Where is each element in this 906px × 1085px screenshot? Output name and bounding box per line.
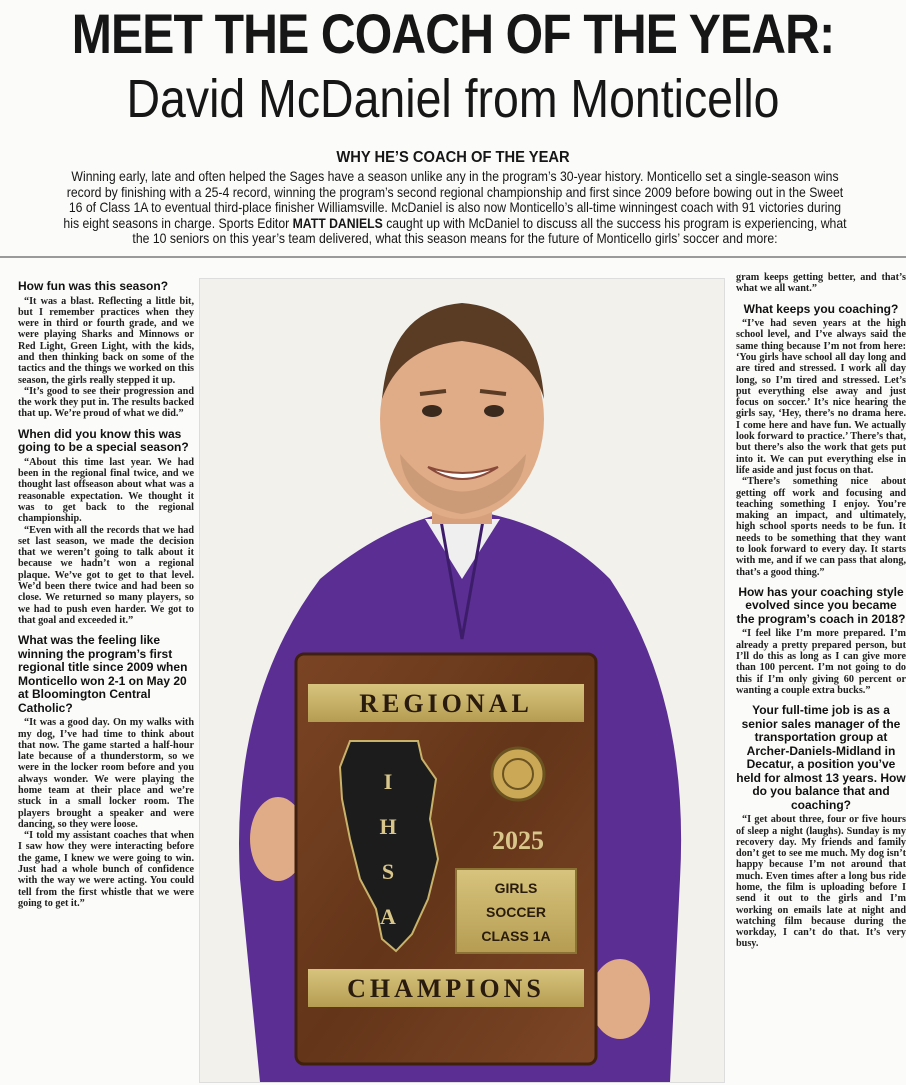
plate-line: SOCCER	[486, 904, 546, 920]
answer-paragraph: “Even with all the records that we had set last season, we made the decision that we weren’t going to talk about it because we hadn’t won a regional plaque. We’ve got to get to that level. We’d been there twice and had been so close. We returned so many players, so we had to push even harder. We got to that goal and exceeded it.”	[18, 524, 194, 626]
coach-photo	[199, 278, 725, 1083]
right-column	[736, 272, 906, 950]
ihsa-letter: I	[383, 769, 393, 794]
plate-line: CLASS 1A	[481, 928, 551, 944]
plate-line: GIRLS	[494, 880, 538, 896]
answer-paragraph: “I told my assistant coaches that when I saw how they were interacting before the game, I knew we were going to win. Just had a whole bunch of confidence with the way we were acting. You could tell from the first whistle that we were going to get it.”	[18, 830, 194, 909]
answer-paragraph: “About this time last year. We had been in the regional final twice, and we thought last offseason about what was a reasonable expectation. We thought it was to get back to the regional championship.	[18, 456, 194, 525]
answer-paragraph: “It’s good to see their progression and the work they put in. The results backed that up. We’re proud of what we did.”	[18, 385, 194, 420]
question-heading: How has your coaching style evolved since you became the program’s coach in 2018?	[736, 584, 906, 626]
ihsa-seal-icon	[492, 748, 544, 800]
subhead: WHY HE’S COACH OF THE YEAR	[336, 149, 570, 166]
intro-text-1: Winning early, late and often helped the Sages have a season unlike any in the program’s 30-year history. Monticello set a single-season wins record by finishing with a 25-4 record, winning the program’s second regional championship and first since 2009 before bowing out in the Sweet 16 of Class 1A to eventual third-place finisher Williamsville. McDaniel is also now Monticello’s all-time winningest coach with 91 victories during his eight seasons in charge. Sports Editor	[63, 169, 844, 231]
question-heading: How fun was this season?	[18, 279, 169, 293]
plaque-title-top: REGIONAL	[359, 689, 533, 718]
answer-paragraph: “I’ve had seven years at the high school level, and I’ve always said the same thing because I’m not from here: ‘You girls have school all day long and are tired and stressed. I work all day long, so I’m tired and stressed. Let’s put everything else away and just focus on soccer.’ It’s nice hearing the girls say, ‘Hey, there’s no drama here. I come here and have fun. We actually look forward to practice.’ There’s that, but there’s also the work that gets put into it. We can put everything else in life aside and just focus on that.	[736, 318, 906, 476]
plaque-title-bottom: CHAMPIONS	[347, 974, 545, 1003]
intro-text-2: caught up with McDaniel to discuss all the success his program is experiencing, what the 10 seniors on this year’s team delivered, what this season means for the future of Monticello girls’ soccer and more:	[132, 215, 847, 247]
intro-author: MATT DANIELS	[292, 215, 383, 231]
ihsa-letter: S	[381, 859, 395, 884]
section-divider	[0, 256, 906, 258]
answer-paragraph: “I get about three, four or five hours of sleep a night (laughs). Sunday is my recovery day. My friends and family don’t get to see me much. My dog isn’t happy because I’m not around that much. Even times after a long bus ride home, the film is uploading before I send it out to the girls and I’m working on emails late at night and watching film because during the workday, I can’t do that. It’s very busy.	[736, 814, 906, 950]
ihsa-letter: A	[380, 904, 396, 929]
coach-photo-illustration	[200, 279, 724, 1082]
answer-paragraph: “There’s something nice about getting off work and focusing and teaching something I enjoy. You’re making an impact, and ultimately, high school sports needs to be fun. It needs to be something that they want to look forward to every day. It starts with me, and if we can pass that along, that’s a good thing.”	[736, 476, 906, 578]
answer-paragraph: “I feel like I’m more prepared. I’m already a pretty prepared person, but I’ll do this as long as I can give more than 100 percent. I’m not going to do this if I’m only giving 60 percent or wanting a couple extra bucks.”	[736, 628, 906, 696]
headline-line1: MEET THE COACH OF THE YEAR:	[71, 2, 835, 65]
intro-paragraph	[62, 169, 849, 247]
headline-line2: David McDaniel from Monticello	[126, 69, 780, 129]
ihsa-letter: H	[379, 814, 397, 839]
question-heading: What keeps you coaching?	[743, 301, 899, 316]
answer-paragraph: “It was a good day. On my walks with my dog, I’ve had time to think about that now. The game started a half-hour late because of a thunderstorm, so we were in the locker room before and you always wonder. We were playing the home team at their place and we’re stuck in a small locker room. The players brought a speaker and were dancing, so they were loose.	[18, 717, 194, 830]
question-heading: Your full-time job is as a senior sales manager of the transportation group at Archer-Daniels-Midland in Decatur, a position you’ve held for almost 13 years. How do you balance that and coaching?	[736, 703, 906, 812]
answer-paragraph: “It was a blast. Reflecting a little bit, but I remember practices when they were in third or fourth grade, and we were playing Sharks and Minnows or Red Light, Green Light, with the kids, and then thinking back on some of the tactics and the things we worked on this season, the girls really stepped it up.	[18, 295, 194, 386]
question-heading: What was the feeling like winning the program’s first regional title since 2009 when Monticello won 2-1 on May 20 at Bloomington Central Catholic?	[18, 633, 188, 715]
regional-plaque	[296, 654, 596, 1064]
answer-paragraph: gram keeps getting better, and that’s what we all want.”	[736, 272, 906, 295]
left-column	[18, 268, 194, 909]
question-heading: When did you know this was going to be a special season?	[18, 426, 189, 455]
plaque-year: 2025	[492, 826, 544, 855]
